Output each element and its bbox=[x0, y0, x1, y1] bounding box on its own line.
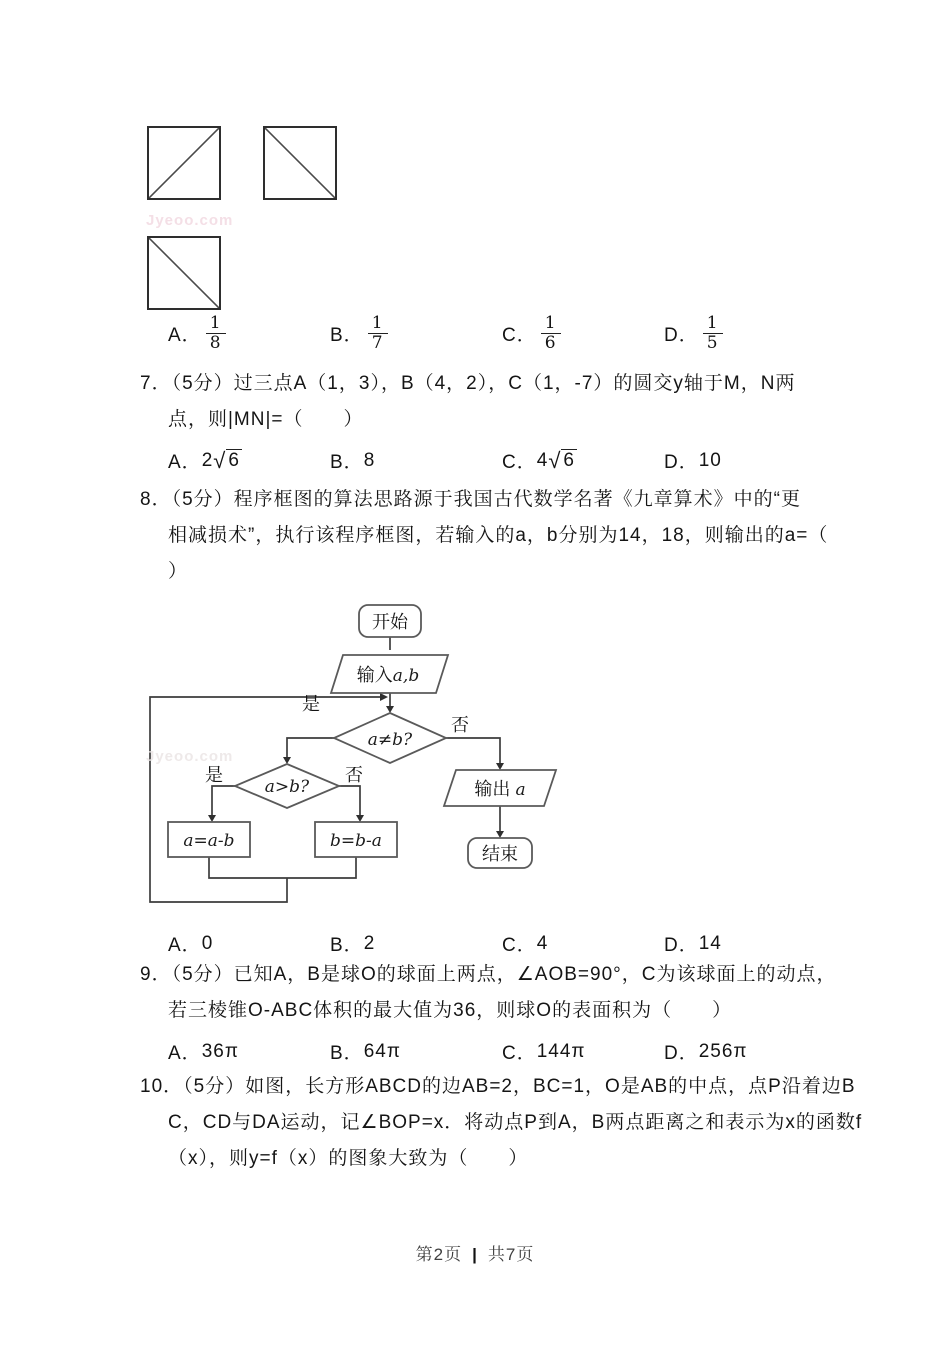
option-b bbox=[330, 930, 375, 957]
fraction bbox=[206, 314, 226, 353]
output-label: 输出 a bbox=[474, 779, 526, 800]
question-7-options-row bbox=[140, 447, 830, 473]
option-letter: A． bbox=[168, 325, 202, 346]
watermark: Jyeoo.com bbox=[146, 212, 234, 229]
option-b bbox=[330, 447, 375, 474]
question-8-line-2: 相减损术”，执行该程序框图，若输入的a，b分别为14，18，则输出的a=（ bbox=[168, 525, 829, 546]
fraction-denominator: 5 bbox=[706, 333, 719, 353]
question-9-line-2: 若三棱锥O-ABC体积的最大值为36，则球O的表面积为（ ） bbox=[168, 1000, 733, 1021]
option-letter: B． bbox=[330, 1043, 364, 1064]
option-letter: C． bbox=[502, 452, 537, 473]
question-8-line-1: 8．（5分）程序框图的算法思路源于我国古代数学名著《九章算术》中的“更 bbox=[140, 489, 801, 510]
yes-label-2: 是 bbox=[205, 765, 223, 785]
option-d bbox=[664, 1038, 748, 1065]
question-8-options-row bbox=[140, 930, 830, 956]
no-label-1: 否 bbox=[451, 715, 469, 735]
radicand: 6 bbox=[228, 450, 240, 471]
option-d bbox=[664, 447, 722, 474]
radicand: 6 bbox=[563, 450, 575, 471]
fraction-denominator: 8 bbox=[209, 333, 222, 353]
option-a bbox=[168, 930, 213, 957]
diagonal-bl-tr-icon bbox=[149, 128, 219, 198]
option-letter: C． bbox=[502, 1043, 537, 1064]
option-a bbox=[168, 447, 242, 474]
option-b bbox=[330, 1038, 401, 1065]
option-a bbox=[168, 1038, 239, 1065]
option-value: 0 bbox=[201, 932, 214, 954]
option-value: 2 bbox=[363, 932, 376, 954]
fraction bbox=[541, 314, 561, 353]
option-value: 10 bbox=[698, 449, 722, 471]
fraction-denominator: 7 bbox=[371, 333, 384, 353]
option-letter: D． bbox=[664, 325, 699, 346]
fraction bbox=[703, 314, 723, 353]
footer-separator: | bbox=[472, 1245, 478, 1264]
question-6-options-row bbox=[140, 314, 830, 360]
option-letter: D． bbox=[664, 452, 699, 473]
option-value: 8 bbox=[363, 449, 376, 471]
option-value: 256π bbox=[698, 1040, 748, 1062]
question-8-line-3: ） bbox=[168, 561, 189, 582]
assign-left-label: a=a-b bbox=[183, 831, 235, 851]
option-letter: A． bbox=[168, 1043, 202, 1064]
question-10-line-2: C，CD与DA运动，记∠BOP=x．将动点P到A，B两点距离之和表示为x的函数f bbox=[168, 1112, 863, 1133]
option-letter: B． bbox=[330, 325, 364, 346]
question-7-line-2: 点，则|MN|=（ ） bbox=[168, 409, 364, 430]
footer-page-number: 第2页 bbox=[415, 1245, 463, 1264]
option-letter: C． bbox=[502, 325, 537, 346]
footer-total-pages: 共7页 bbox=[487, 1245, 535, 1264]
fraction-denominator: 6 bbox=[544, 333, 557, 353]
option-letter: D． bbox=[664, 1043, 699, 1064]
question-9-options-row bbox=[140, 1038, 830, 1064]
fraction-numerator: 1 bbox=[703, 314, 723, 334]
square-figure-3 bbox=[147, 236, 221, 310]
fraction-numerator: 1 bbox=[368, 314, 388, 334]
option-a bbox=[168, 314, 226, 353]
diagonal-tl-br-icon bbox=[265, 128, 335, 198]
option-letter: A． bbox=[168, 452, 202, 473]
option-value: 64π bbox=[363, 1040, 401, 1062]
yes-label-1: 是 bbox=[302, 694, 320, 714]
option-c bbox=[502, 930, 548, 957]
option-d bbox=[664, 930, 722, 957]
option-value: 14 bbox=[698, 932, 722, 954]
sqrt-coefficient: 2 bbox=[201, 449, 214, 471]
sqrt-icon: √ bbox=[213, 447, 227, 473]
option-c bbox=[502, 314, 561, 353]
option-c bbox=[502, 447, 577, 474]
page-footer bbox=[0, 1240, 950, 1265]
square-figure-2 bbox=[263, 126, 337, 200]
fraction-numerator: 1 bbox=[206, 314, 226, 334]
option-letter: D． bbox=[664, 935, 699, 956]
option-letter: B． bbox=[330, 452, 364, 473]
end-label: 结束 bbox=[482, 844, 518, 864]
input-label: 输入a,b bbox=[356, 665, 420, 686]
sqrt-icon: √ bbox=[548, 447, 562, 473]
question-10-line-3: （x），则y=f（x）的图象大致为（ ） bbox=[168, 1148, 529, 1169]
option-letter: C． bbox=[502, 935, 537, 956]
flow-lines bbox=[150, 637, 500, 902]
start-label: 开始 bbox=[372, 612, 408, 632]
option-value: 4 bbox=[536, 932, 549, 954]
option-letter: A． bbox=[168, 935, 202, 956]
option-value: 36π bbox=[201, 1040, 239, 1062]
option-d bbox=[664, 314, 723, 353]
decision-2-label: a>b? bbox=[264, 777, 310, 797]
option-c bbox=[502, 1038, 586, 1065]
question-7-line-1: 7．（5分）过三点A（1，3），B（4，2），C（1，-7）的圆交y轴于M，N两 bbox=[140, 373, 796, 394]
fraction-numerator: 1 bbox=[541, 314, 561, 334]
watermark: Jyeoo.com bbox=[146, 748, 234, 765]
decision-1-label: a≠b? bbox=[367, 730, 413, 750]
option-b bbox=[330, 314, 388, 353]
option-value: 144π bbox=[536, 1040, 586, 1062]
no-label-2: 否 bbox=[345, 765, 363, 785]
fraction bbox=[368, 314, 388, 353]
option-letter: B． bbox=[330, 935, 364, 956]
question-9-line-1: 9．（5分）已知A，B是球O的球面上两点，∠AOB=90°，C为该球面上的动点， bbox=[140, 964, 837, 985]
sqrt-coefficient: 4 bbox=[536, 449, 549, 471]
square-figure-1 bbox=[147, 126, 221, 200]
assign-right-label: b=b-a bbox=[330, 831, 382, 851]
diagonal-tl-br-icon bbox=[149, 238, 219, 308]
question-10-line-1: 10．（5分）如图，长方形ABCD的边AB=2，BC=1，O是AB的中点，点P沿着边B bbox=[140, 1076, 856, 1097]
